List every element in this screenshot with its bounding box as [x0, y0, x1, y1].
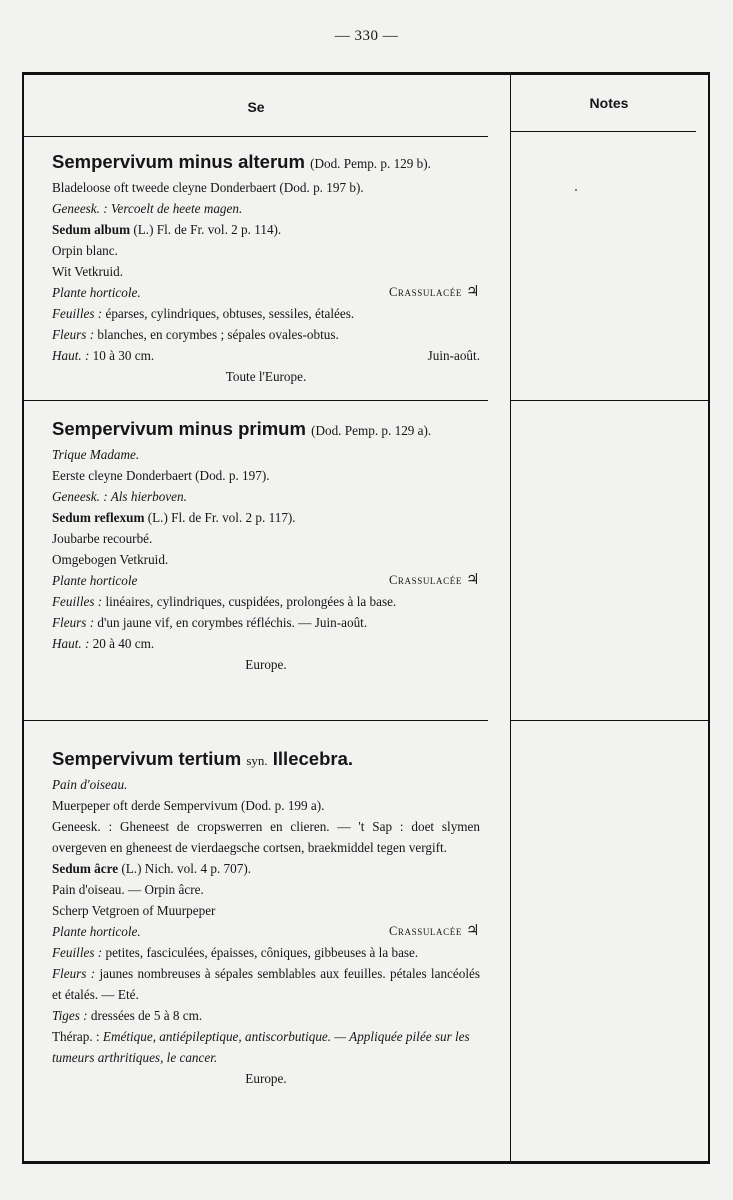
fleurs-line: Fleurs : blanches, en corymbes ; sépales ovales-obtus. — [52, 327, 339, 342]
notes-mark — [575, 189, 577, 191]
column-divider — [510, 75, 511, 1161]
sedum-line: Sedum album (L.) Fl. de Fr. vol. 2 p. 114). — [52, 222, 282, 237]
specimen-table — [22, 72, 710, 1164]
feuilles-line: Feuilles : linéaires, cylindriques, cuspidées, prolongées à la base. — [52, 594, 397, 609]
common-name: Orpin blanc. — [52, 243, 118, 258]
therap-line: Thérap. : Emétique, antiépileptique, antiscorbutique. — Appliquée pilée sur les tumeurs arthritiques, le cancer. — [52, 1029, 470, 1065]
haut-line: Haut. : 20 à 40 cm. — [52, 636, 155, 651]
tiges-line: Tiges : dressées de 5 à 8 cm. — [52, 1008, 203, 1023]
entry-sempervivum-minus-alterum — [52, 149, 480, 387]
entry-title: Sempervivum minus primum (Dod. Pemp. p. 129 a). — [52, 418, 432, 439]
haut-line: Haut. : 10 à 30 cm. Juin-août. — [52, 348, 480, 363]
entry-line: Geneesk. : Als hierboven. — [52, 489, 187, 504]
family-line: Plante horticole Crassulacée ♃ — [52, 572, 480, 588]
notes-divider-2 — [510, 720, 708, 721]
perennial-symbol-icon: ♃ — [465, 923, 480, 939]
entry-line: Pain d'oiseau. — [52, 777, 128, 792]
entry-title: Sempervivum minus alterum (Dod. Pemp. p. 129 b). — [52, 151, 431, 172]
common-name: Wit Vetkruid. — [52, 264, 124, 279]
entry-divider-1 — [24, 400, 488, 401]
feuilles-line: Feuilles : éparses, cylindriques, obtuses, sessiles, étalées. — [52, 306, 355, 321]
notes-divider-1 — [510, 400, 708, 401]
entry-line: Eerste cleyne Donderbaert (Dod. p. 197). — [52, 468, 270, 483]
family-line: Plante horticole. Crassulacée ♃ — [52, 284, 480, 300]
perennial-symbol-icon: ♃ — [465, 284, 480, 300]
sedum-line: Sedum reflexum (L.) Fl. de Fr. vol. 2 p. 117). — [52, 510, 296, 525]
entry-title: Sempervivum tertium syn. Illecebra. — [52, 748, 353, 769]
column-header-notes: Notes — [589, 95, 629, 111]
region: Toute l'Europe. — [225, 369, 307, 384]
entry-line: Trique Madame. — [52, 447, 140, 462]
header-rule-notes — [510, 131, 696, 132]
entry-divider-2 — [24, 720, 488, 721]
fleurs-line: Fleurs : d'un jaune vif, en corymbes réfléchis. — Juin-août. — [52, 615, 368, 630]
region: Europe. — [245, 657, 287, 672]
page-number: — 330 — — [334, 28, 399, 44]
common-name: Joubarbe recourbé. — [52, 531, 153, 546]
header-rule-left — [24, 136, 488, 137]
common-name: Scherp Vetgroen of Muurpeper — [52, 903, 216, 918]
common-name: Pain d'oiseau. — Orpin âcre. — [52, 882, 204, 897]
region: Europe. — [245, 1071, 287, 1086]
entry-sempervivum-tertium — [52, 746, 480, 1089]
entry-line: Geneesk. : Vercoelt de heete magen. — [52, 201, 243, 216]
entry-sempervivum-minus-primum — [52, 416, 480, 675]
common-name: Omgebogen Vetkruid. — [52, 552, 169, 567]
entry-line: Geneesk. : Gheneest de cropswerren en clieren. — 't Sap : doet slymen overgeven en gheneest de vierdaegsche cortsen, braekmiddel tegen vergift. — [52, 819, 480, 855]
perennial-symbol-icon: ♃ — [465, 572, 480, 588]
family-line: Plante horticole. Crassulacée ♃ — [52, 923, 480, 939]
fleurs-line: Fleurs : jaunes nombreuses à sépales semblables aux feuilles. pétales lancéolés et étalés. — Eté. — [52, 966, 480, 1002]
column-header-section: Se — [247, 99, 265, 115]
sedum-line: Sedum âcre (L.) Nich. vol. 4 p. 707). — [52, 861, 252, 876]
feuilles-line: Feuilles : petites, fasciculées, épaisses, côniques, gibbeuses à la base. — [52, 945, 419, 960]
entry-line: Muerpeper oft derde Sempervivum (Dod. p. 199 a). — [52, 798, 325, 813]
entry-line: Bladeloose oft tweede cleyne Donderbaert (Dod. p. 197 b). — [52, 180, 364, 195]
